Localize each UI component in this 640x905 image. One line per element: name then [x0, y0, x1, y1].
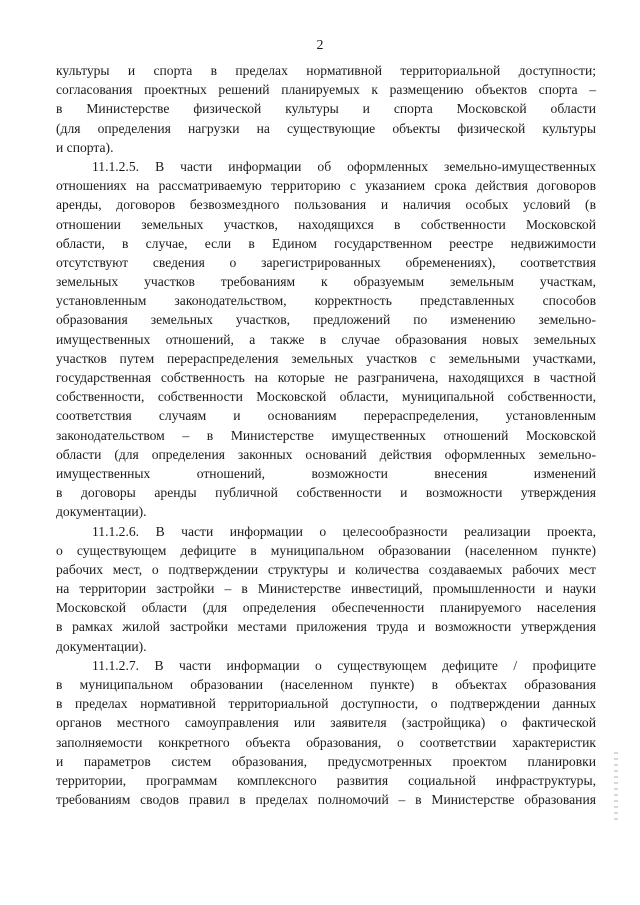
text-line: в рамках жилой застройки местами приложения труда и возможности утверждения	[56, 619, 596, 635]
text-line: соответствия случаям и основаниям перераспределения, установленным	[56, 408, 596, 424]
text-line: отношениях на рассматриваемую территорию с указанием срока действия договоров	[56, 178, 596, 194]
text-line: документации).	[56, 638, 147, 654]
text-line: образования земельных участков, предложений по изменению земельно-	[56, 312, 596, 328]
text-line: органов местного самоуправления или заявителя (застройщика) о фактической	[56, 715, 596, 731]
text-line: в пределах нормативной территориальной доступности, о подтверждении данных	[56, 696, 596, 712]
text-line: культуры и спорта в пределах нормативной территориальной доступности;	[56, 63, 596, 78]
text-line: и параметров систем образования, предусмотренных проектом планировки	[56, 753, 596, 769]
text-line: рабочих мест, о подтверждении структуры и количества создаваемых рабочих мест	[56, 561, 596, 577]
text-line: области, в случае, если в Едином государственном реестре недвижимости	[56, 235, 596, 251]
text-line: государственная собственность на которые не разграничена, находящихся в частной	[56, 370, 596, 385]
text-line: имущественных отношений, возможности внесения изменений	[56, 465, 596, 481]
text-line: имущественных отношений, а также в случае образования новых земельных	[56, 331, 596, 347]
text-line: в муниципальном образовании (населенном пункте) в объектах образования	[56, 677, 596, 692]
text-line: о существующем дефиците в муниципальном образовании (населенном пункте)	[56, 542, 596, 558]
text-line: отношении земельных участков, находящихся в собственности Московской	[56, 216, 596, 232]
text-line: на территории застройки – в Министерстве инвестиций, промышленности и науки	[56, 581, 596, 597]
text-line: документации).	[56, 504, 147, 520]
text-line: 11.1.2.5. В части информации об оформленных земельно-имущественных	[92, 158, 596, 174]
text-line: 11.1.2.7. В части информации о существующем дефиците / профиците	[92, 657, 596, 673]
text-line: в Министерстве физической культуры и спорта Московской области	[56, 101, 596, 117]
text-line: заполняемости конкретного объекта образования, о соответствии характеристик	[56, 734, 596, 750]
text-line: Московской области (для определения обеспеченности планируемого населения	[56, 600, 596, 616]
text-line: участков путем перераспределения земельных участков с земельными участками,	[56, 350, 596, 366]
text-line: требованиям сводов правил в пределах полномочий – в Министерстве образования	[56, 792, 596, 808]
text-line: и спорта).	[56, 139, 114, 155]
text-line: законодательством – в Министерстве имущественных отношений Московской	[56, 427, 596, 443]
text-line: 11.1.2.6. В части информации о целесообразности реализации проекта,	[92, 523, 596, 539]
text-line: области (для определения законных оснований действия оформленных земельно-	[56, 446, 596, 462]
page-number: 2	[316, 38, 324, 53]
text-line: в договоры аренды публичной собственности и возможности утверждения	[56, 485, 596, 501]
document-body	[56, 61, 596, 809]
text-line: отсутствуют сведения о зарегистрированных обременениях), соответствия	[56, 254, 596, 270]
text-line: установленным законодательством, корректность представленных способов	[56, 293, 596, 309]
text-line: собственности, собственности Московской области, муниципальной собственности,	[56, 389, 596, 405]
text-line: (для определения нагрузки на существующие объекты физической культуры	[56, 120, 596, 136]
scan-margin-mark	[614, 752, 618, 822]
text-line: аренды, договоров безвозмездного пользования и наличия особых условий (в	[56, 197, 596, 213]
text-line: земельных участков требованиям к образуемым земельным участкам,	[56, 274, 596, 290]
text-line: согласования проектных решений планируемых к размещению объектов спорта –	[56, 82, 596, 98]
text-line: территории, программам комплексного развития социальной инфраструктуры,	[56, 772, 596, 788]
